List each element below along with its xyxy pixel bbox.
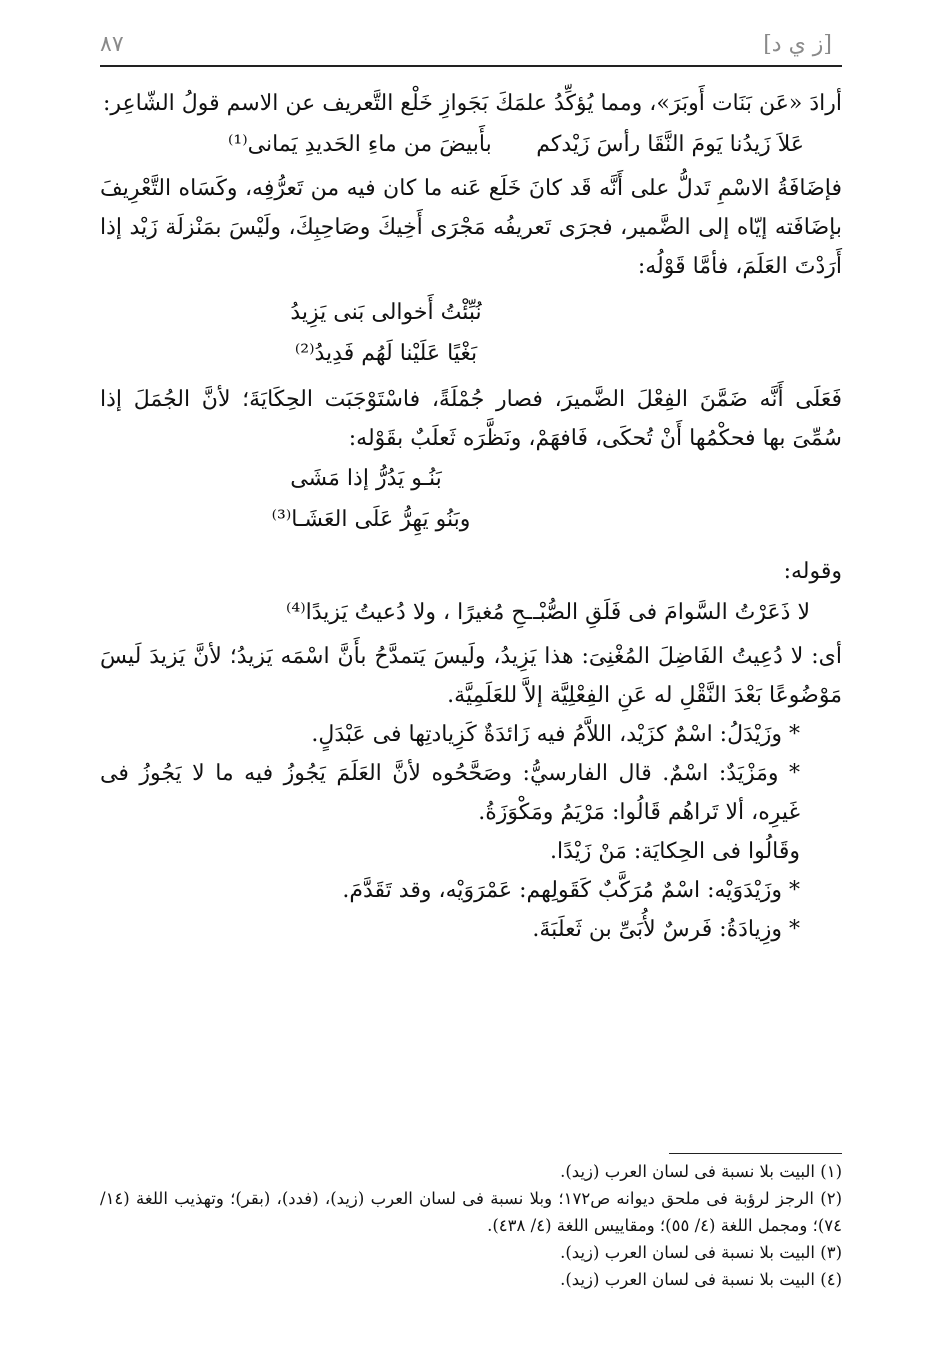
page-header bbox=[0, 0, 940, 70]
verse-2-line-1: نُبِّئْتُ أَخوالى بَنى يَزِيدُ bbox=[290, 300, 482, 325]
paragraph-3: فَعَلَى أَنَّه ضَمَّنَ الفِعْلَ الضَّميرَ، فصار جُمْلَةً، فاسْتَوْجَبَت الحِكَايَةَ؛ لأنَّ الجُمَلَ إذا سُمِّىَ بها فحكْمُها أَنْ تُحكَى، فَافهَمْ، ونَظَّرَه ثَعلَبٌ بقَوْله: bbox=[100, 387, 842, 451]
footnote-divider bbox=[669, 1153, 842, 1154]
main-text bbox=[100, 84, 842, 949]
entry-zaydawayh: * وزَيْدَوَيْه: اسْمٌ مُرَكَّبٌ كَقَولِهم: عَمْرَوَيْه، وقد تَقَدَّمَ. bbox=[342, 878, 800, 903]
page-number: ٨٧ bbox=[100, 32, 124, 57]
verse-4 bbox=[286, 593, 810, 633]
paragraph-5: أى: لا دُعِيتُ الفَاضِلَ المُغْنِىَ: هذا يَزِيدُ، ولَيسَ يَتمدَّحُ بأَنَّ اسْمَه يَزيدُ؛ لأنَّ يَزيدَ لَيسَ مَوْضُوعًا بَعْدَ النَّقْلِ له عَنِ الفِعْلِيَّة إلاَّ للعَلَمِيَّة. bbox=[100, 644, 842, 708]
footnotes bbox=[100, 1158, 842, 1293]
footnote-3: (٣) البيت بلا نسبة فى لسان العرب (زيد). bbox=[560, 1243, 842, 1262]
entry-zaydal: * وزَيْدَلُ: اسْمٌ كزَيْد، اللاَّمُ فيه زَائدَةٌ كَزِيادتِها فى عَبْدَلٍ. bbox=[311, 722, 800, 747]
verse-1-first-hemistich: عَلاَ زَيدُنا يَومَ النَّقَا رأسَ زَيْدكم bbox=[536, 132, 804, 157]
paragraph-4: وقوله: bbox=[783, 559, 842, 584]
footnote-4: (٤) البيت بلا نسبة فى لسان العرب (زيد). bbox=[560, 1270, 842, 1289]
paragraph-2: فإضَافَةُ الاسْمِ تَدلُّ على أَنَّه قَد كانَ خَلَع عَنه ما كان فيه من تَعرُّفِه، وكَسَاه التَّعْرِيفَ بإضَافَته إيّاه إلى الضَّمير، فجرَى تَعريفُه مَجْرَى أَخِيكَ وصَاحِبِكَ، ولَيْسَ بمَنْزلَة زَيْد إذا أَرَدْتَ العَلَمَ، فأمَّا قَوْلُه: bbox=[100, 176, 842, 279]
verse-2-line-2: بَغْيًا عَلَيْنا لَهُم فَدِيدُ⁽²⁾ bbox=[294, 341, 478, 366]
entry-hikaya: وقَالُوا فى الحِكايَة: مَنْ زَيْدًا. bbox=[550, 839, 800, 864]
paragraph-1: أرادَ «عَن بَنَات أَوبَرَ»، ومما يُؤكِّدُ علمَكَ بَجَوازِ خَلْع التَّعريف عن الاسم قولُ الشّاعِر: bbox=[102, 91, 842, 116]
footnote-2: (٢) الرجز لرؤبة فى ملحق ديوانه ص١٧٢؛ وبلا نسبة فى لسان العرب (زيد)، (فدد)، (بقر)؛ وتهذيب اللغة (١٤/ ٧٤)؛ ومجمل اللغة (٤/ ٥٥)؛ ومقاييس اللغة (٤/ ٤٣٨). bbox=[100, 1189, 842, 1235]
entry-mazyad: * ومَزْيَدٌ: اسْمٌ. قال الفارسيُّ: وصَحَّحُوه لأنَّ العَلَمَ يَجُوزُ فيه ما لا يَجُوزُ فى غَيرِه، ألا تَراهُم قَالُوا: مَرْيَمُ ومَكْوَزَةُ. bbox=[100, 761, 800, 825]
verse-1 bbox=[228, 125, 804, 165]
verse-1-second-hemistich: بأَبيضَ من ماءِ الحَديدِ يَمانى⁽¹⁾ bbox=[228, 132, 492, 157]
entry-root-label: [ز ي د] bbox=[763, 32, 832, 57]
header-divider bbox=[100, 65, 842, 67]
footnote-1: (١) البيت بلا نسبة فى لسان العرب (زيد). bbox=[560, 1162, 842, 1181]
verse-4-first-hemistich: لا ذَعَرْتُ السَّوامَ فى فَلَقِ الصُّبْـ bbox=[533, 600, 810, 625]
verse-3-line-2: وبَنُو يَهِرُّ عَلَى العَشَـا⁽³⁾ bbox=[271, 507, 471, 532]
verse-4-second-hemistich: ـحِ مُغيرًا ، ولا دُعيتُ يَزيدًا⁽⁴⁾ bbox=[286, 600, 533, 625]
verse-3-line-1: بَنُـو يَدُرُّ إذا مَشَى bbox=[290, 466, 442, 491]
entry-ziyada: * وزِيادَةُ: فَرسٌ لأُبَىِّ بن ثَعلَبَةَ. bbox=[532, 917, 800, 942]
